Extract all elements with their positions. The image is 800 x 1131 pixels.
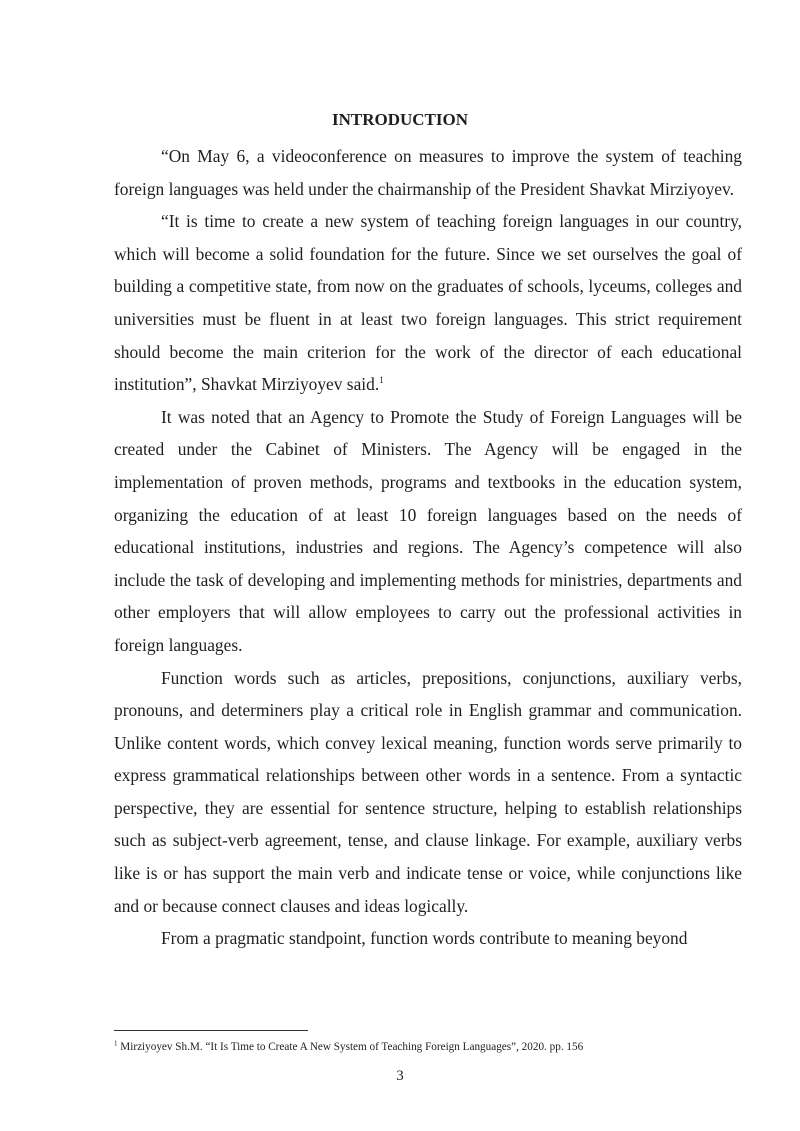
page-number: 3	[396, 1068, 404, 1084]
footnote-text: Mirziyoyev Sh.M. “It Is Time to Create A New System of Teaching Foreign Languages”, 2020. pp. 156	[117, 1041, 584, 1053]
paragraph-3: It was noted that an Agency to Promote the Study of Foreign Languages will be created under the Cabinet of Ministers. The Agency will be engaged in the implementation of proven methods, programs and textbooks in the education system, organizing the education of at least 10 foreign languages based on the needs of educational institutions, industries and regions. The Agency’s competence will also include the task of developing and implementing methods for ministries, departments and other employers that will allow employees to carry out the professional activities in foreign languages.	[114, 406, 742, 655]
paragraph-1: “On May 6, a videoconference on measures to improve the system of teaching foreign languages was held under the chairmanship of the President Shavkat Mirziyoyev.	[114, 146, 742, 199]
footnote-separator	[114, 1030, 308, 1031]
section-heading: INTRODUCTION	[331, 110, 469, 129]
footnote-marker: 1	[114, 1039, 118, 1048]
body-text	[114, 140, 742, 955]
paragraph-2	[114, 205, 742, 401]
footnote-reference[interactable]: 1	[379, 375, 384, 386]
paragraph-2-text: “It is time to create a new system of teaching foreign languages in our country, which will become a solid foundation for the future. Since we set ourselves the goal of building a competitive state, from now on the graduates of schools, lyceums, colleges and universities must be fluent in at least two foreign languages. This strict requirement should become the main criterion for the work of the director of each educational institution”, Shavkat Mirziyoyev said.	[114, 211, 742, 395]
footnote	[114, 1040, 754, 1054]
paragraph-4: Function words such as articles, prepositions, conjunctions, auxiliary verbs, pronouns, and determiners play a critical role in English grammar and communication. Unlike content words, which convey lexical meaning, function words serve primarily to express grammatical relationships between other words in a sentence. From a syntactic perspective, they are essential for sentence structure, helping to establish relationships such as subject-verb agreement, tense, and clause linkage. For example, auxiliary verbs like is or has support the main verb and indicate tense or voice, while conjunctions like and or because connect clauses and ideas logically.	[114, 667, 742, 916]
paragraph-5: From a pragmatic standpoint, function words contribute to meaning beyond	[161, 928, 688, 949]
